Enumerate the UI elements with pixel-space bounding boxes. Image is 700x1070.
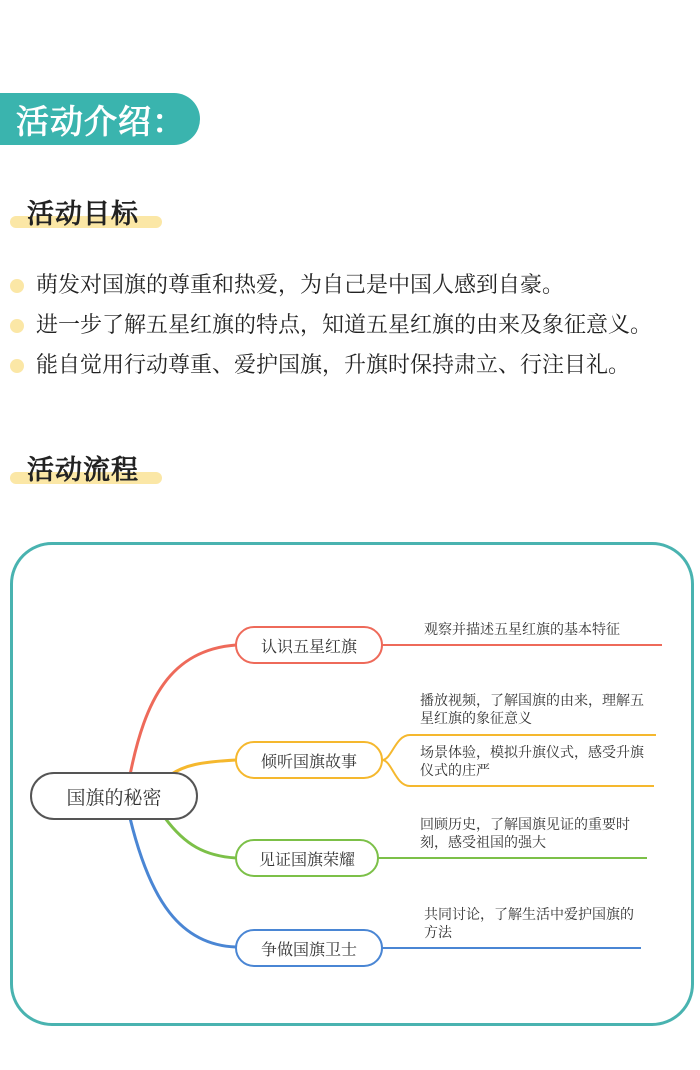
branch-label: 认识五星红旗 — [260, 636, 357, 656]
branch-node-4 — [235, 929, 383, 967]
goal-text: 能自觉用行动尊重、爱护国旗，升旗时保持肃立、行注目礼。 — [36, 353, 631, 378]
branch-label: 倾听国旗故事 — [260, 751, 357, 771]
leaf-text-4: 共同讨论，了解生活中爱护国旗的方法 — [424, 907, 634, 941]
mindmap-center-node — [30, 772, 198, 820]
goals-heading-text: 活动目标 — [27, 199, 139, 230]
leaf-text-3: 回顾历史，了解国旗见证的重要时刻，感受祖国的强大 — [420, 817, 630, 851]
branch-node-2 — [235, 741, 383, 779]
goal-text: 萌发对国旗的尊重和热爱，为自己是中国人感到自豪。 — [36, 273, 565, 298]
branch-node-3 — [235, 839, 379, 877]
leaf-text-2a: 播放视频，了解国旗的由来，理解五星红旗的象征意义 — [420, 693, 644, 727]
leaf-text-2b: 场景体验，模拟升旗仪式，感受升旗仪式的庄严 — [420, 745, 644, 779]
goal-text: 进一步了解五星红旗的特点，知道五星红旗的由来及象征意义。 — [36, 313, 653, 338]
connector-branch-1 — [130, 645, 236, 775]
process-heading-text: 活动流程 — [27, 455, 139, 486]
connector-branch-3 — [165, 818, 236, 858]
branch-node-1 — [235, 626, 383, 664]
leaf-text-1: 观察并描述五星红旗的基本特征 — [424, 622, 620, 638]
section-title: 活动介绍： — [16, 101, 186, 141]
center-node-label: 国旗的秘密 — [66, 786, 162, 809]
branch-label: 见证国旗荣耀 — [258, 849, 355, 869]
branch-label: 争做国旗卫士 — [260, 939, 357, 959]
